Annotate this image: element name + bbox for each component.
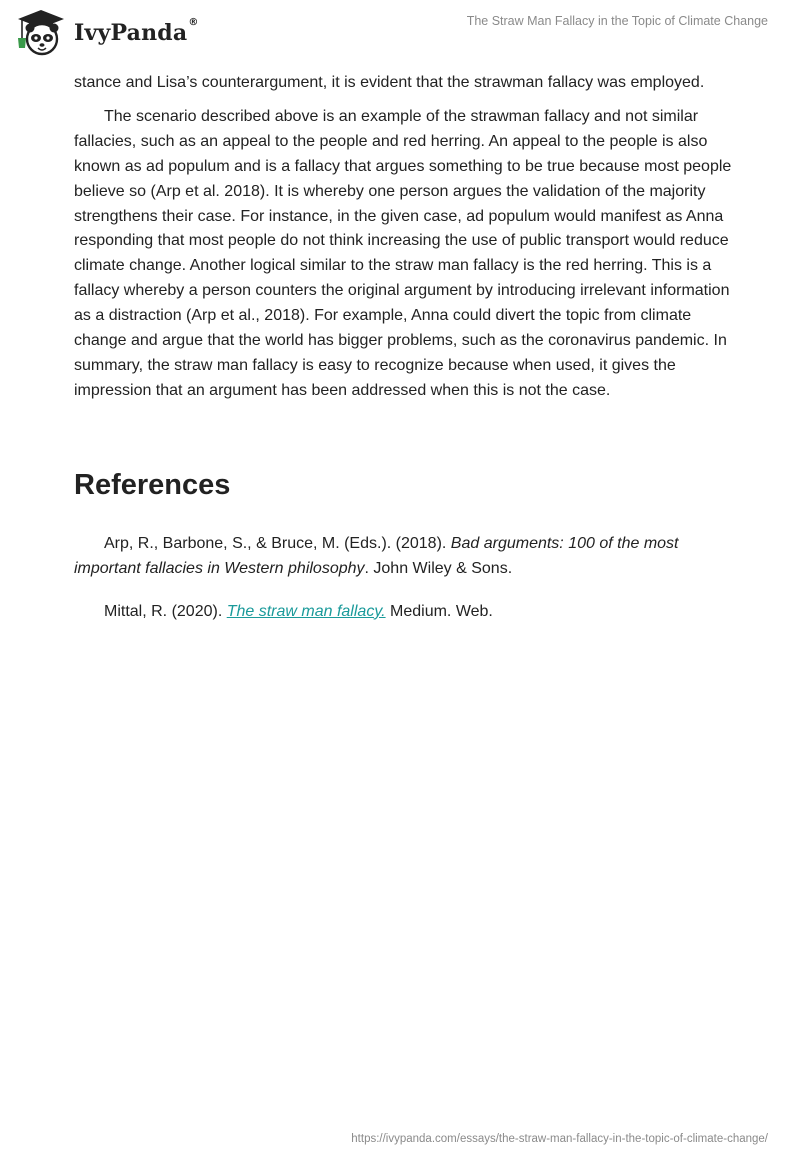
running-title: The Straw Man Fallacy in the Topic of Climate Change [466, 14, 768, 28]
reference-authors: Mittal, R. (2020). [104, 602, 227, 620]
document-body [74, 71, 734, 625]
references-heading: References [74, 468, 231, 501]
page-header [0, 0, 800, 60]
reference-publisher: Medium. Web. [385, 602, 493, 620]
panda-graduate-icon [14, 8, 68, 56]
paragraph-continued: stance and Lisa’s counterargument, it is evident that the strawman fallacy was employed. [74, 74, 705, 91]
footer-url[interactable]: https://ivypanda.com/essays/the-straw-man-fallacy-in-the-topic-of-climate-change/ [351, 1133, 768, 1145]
reference-link[interactable]: The straw man fallacy. [226, 602, 386, 620]
reference-item [74, 600, 734, 625]
reference-authors: Arp, R., Barbone, S., & Bruce, M. (Eds.). (2018). [104, 534, 451, 552]
reference-item [74, 532, 734, 582]
brand-name: IvyPanda® [74, 17, 199, 46]
brand-logo[interactable] [14, 8, 199, 56]
reference-title: Bad arguments: 100 of the most important fallacies in Western philosophy [74, 534, 679, 577]
reference-publisher: . John Wiley & Sons. [364, 559, 513, 577]
registered-mark: ® [188, 17, 199, 28]
paragraph-main: The scenario described above is an example of the strawman fallacy and not similar fallacies, such as an appeal to the people and red herring. An appeal to the people is also known as ad populum and is a fallacy that argues something to be true because most people believe so (Arp et al. 2018). It is whereby one person argues the validation of the majority strengthens their case. For instance, in the given case, ad populum would manifest as Anna responding that most people do not think increasing the use of public transport would reduce climate change. Another logical similar to the straw man fallacy is the red herring. This is a fallacy whereby a person counters the original argument by introducing irrelevant information as a distraction (Arp et al., 2018). For example, Anna could divert the topic from climate change and argue that the world has bigger problems, such as the coronavirus pandemic. In summary, the straw man fallacy is easy to recognize because when used, it gives the impression that an argument has been addressed when this is not the case. [74, 107, 732, 399]
